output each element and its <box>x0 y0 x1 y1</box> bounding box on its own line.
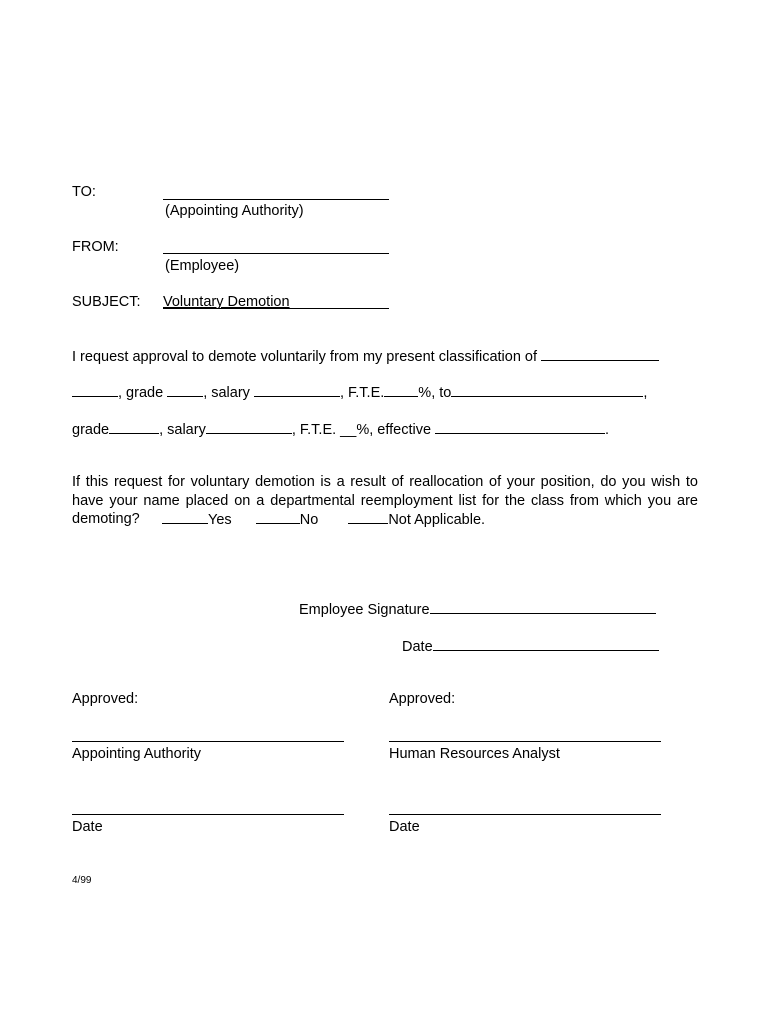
present-grade-field[interactable] <box>167 383 203 397</box>
present-fte-field[interactable] <box>384 383 418 397</box>
subject-text: Voluntary Demotion <box>163 294 290 310</box>
no-blank[interactable] <box>256 510 300 524</box>
yes-label: Yes <box>208 512 232 528</box>
appointing-authority-caption: Appointing Authority <box>72 746 201 762</box>
right-date-line[interactable] <box>389 814 661 815</box>
present-classification-field[interactable] <box>541 347 659 361</box>
na-blank[interactable] <box>348 510 388 524</box>
comma: , <box>643 385 648 401</box>
subject-underline <box>163 308 389 309</box>
approved-right-label: Approved: <box>389 691 456 707</box>
to-caption: (Appointing Authority) <box>165 203 304 219</box>
period: . <box>605 422 610 438</box>
fte-label: , F.T.E. <box>339 385 385 401</box>
fte2-label: , F.T.E. __%, effective <box>291 422 432 438</box>
request-intro: I request approval to demote voluntarily from my present classification of <box>72 349 538 365</box>
pct-to-label: %, to <box>418 385 452 401</box>
right-date-caption: Date <box>389 819 420 835</box>
left-date-caption: Date <box>72 819 103 835</box>
salary-label: , salary <box>203 385 250 401</box>
grade-label: , grade <box>118 385 164 401</box>
employee-signature-row <box>299 600 656 619</box>
question-text: If this request for voluntary demotion is a result of reallocation of your position, do you wish to have your name placed on a departmental reemployment list for the class from which you are demoting? <box>72 474 698 527</box>
from-caption: (Employee) <box>165 258 240 274</box>
employee-date-field[interactable] <box>433 637 659 651</box>
yes-blank[interactable] <box>162 510 208 524</box>
salary2-label: , salary <box>159 422 206 438</box>
request-line-2 <box>72 383 647 402</box>
new-salary-field[interactable] <box>206 420 292 434</box>
to-label: TO: <box>72 184 96 200</box>
employee-date-label: Date <box>402 639 433 655</box>
hr-analyst-caption: Human Resources Analyst <box>389 746 560 762</box>
request-line-1 <box>72 347 659 366</box>
appointing-authority-signature-line[interactable] <box>72 741 344 742</box>
grade2-label: grade <box>72 422 110 438</box>
from-field-line[interactable] <box>163 253 389 254</box>
left-date-line[interactable] <box>72 814 344 815</box>
revision-code: 4/99 <box>72 875 92 886</box>
employee-date-row <box>402 637 659 656</box>
employee-signature-field[interactable] <box>430 600 656 614</box>
effective-date-field[interactable] <box>435 420 605 434</box>
present-salary-field[interactable] <box>254 383 340 397</box>
to-field-line[interactable] <box>163 199 389 200</box>
new-grade-field[interactable] <box>109 420 159 434</box>
employee-signature-label: Employee Signature <box>299 602 430 618</box>
new-classification-field[interactable] <box>451 383 643 397</box>
na-label: Not Applicable. <box>388 512 486 528</box>
subject-label: SUBJECT: <box>72 294 141 310</box>
question-options <box>162 510 485 529</box>
approved-left-label: Approved: <box>72 691 139 707</box>
request-line-3 <box>72 420 609 439</box>
no-label: No <box>299 512 319 528</box>
hr-analyst-signature-line[interactable] <box>389 741 661 742</box>
from-label: FROM: <box>72 239 119 255</box>
present-class-field-2[interactable] <box>72 383 118 397</box>
